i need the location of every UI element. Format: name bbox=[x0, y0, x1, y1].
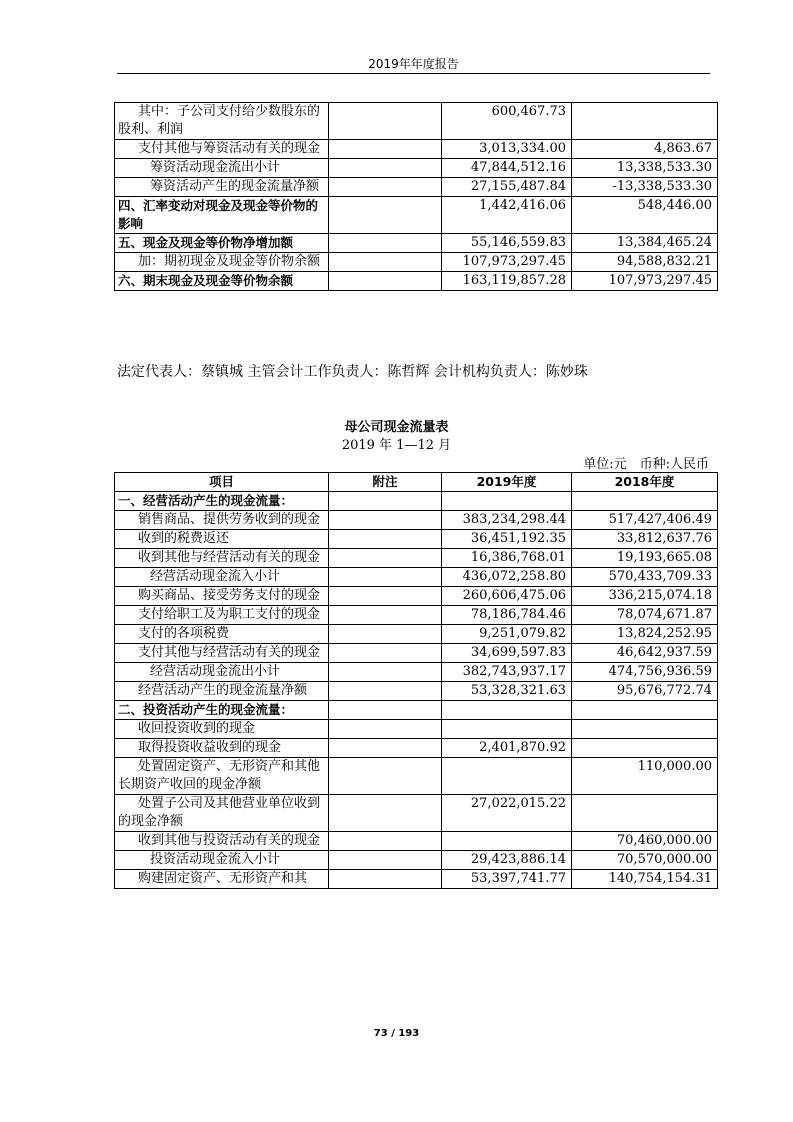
row-value-2018: 94,588,832.21 bbox=[572, 253, 718, 272]
row-value-2019: 53,328,321.63 bbox=[442, 682, 572, 701]
row-label: 五、现金及现金等价物净增加额 bbox=[115, 234, 329, 253]
page-number: 73 / 193 bbox=[373, 1028, 420, 1039]
table-row bbox=[115, 140, 718, 159]
row-value-2018: 140,754,154.31 bbox=[572, 870, 718, 889]
row-note bbox=[329, 103, 442, 140]
row-value-2019: 3,013,334.00 bbox=[442, 140, 572, 159]
row-value-2018: -13,338,533.30 bbox=[572, 178, 718, 197]
table-row bbox=[115, 606, 718, 625]
row-value-2019: 53,397,741.77 bbox=[442, 870, 572, 889]
table-row bbox=[115, 795, 718, 832]
row-note bbox=[329, 140, 442, 159]
row-note bbox=[329, 870, 442, 889]
row-note bbox=[329, 625, 442, 644]
row-value-2019 bbox=[442, 701, 572, 720]
row-label: 收到的税费返还 bbox=[115, 530, 329, 549]
row-note bbox=[329, 606, 442, 625]
row-value-2018 bbox=[572, 720, 718, 739]
row-value-2019 bbox=[442, 492, 572, 511]
row-note bbox=[329, 272, 442, 291]
row-value-2019: 34,699,597.83 bbox=[442, 644, 572, 663]
row-value-2018: 95,676,772.74 bbox=[572, 682, 718, 701]
table-row bbox=[115, 682, 718, 701]
row-value-2019: 163,119,857.28 bbox=[442, 272, 572, 291]
page-header: 2019年年度报告 bbox=[368, 57, 459, 71]
signature-line: 法定代表人：蔡镇城 主管会计工作负责人：陈哲辉 会计机构负责人：陈妙珠 bbox=[117, 364, 588, 380]
table-row bbox=[115, 159, 718, 178]
row-value-2018: 336,215,074.18 bbox=[572, 587, 718, 606]
row-label: 支付其他与筹资活动有关的现金 bbox=[115, 140, 329, 159]
row-label: 收回投资收到的现金 bbox=[115, 720, 329, 739]
row-value-2019: 2,401,870.92 bbox=[442, 739, 572, 758]
table-row bbox=[115, 272, 718, 291]
row-label: 其中：子公司支付给少数股东的股利、利润 bbox=[115, 103, 329, 140]
row-label: 支付给职工及为职工支付的现金 bbox=[115, 606, 329, 625]
row-value-2019: 27,155,487.84 bbox=[442, 178, 572, 197]
table-row bbox=[115, 511, 718, 530]
row-note bbox=[329, 851, 442, 870]
row-label: 支付的各项税费 bbox=[115, 625, 329, 644]
row-note bbox=[329, 832, 442, 851]
row-note bbox=[329, 492, 442, 511]
row-value-2018: 4,863.67 bbox=[572, 140, 718, 159]
table-row bbox=[115, 197, 718, 234]
row-value-2018: 33,812,637.76 bbox=[572, 530, 718, 549]
row-label: 经营活动现金流入小计 bbox=[115, 568, 329, 587]
row-label: 处置子公司及其他营业单位收到的现金净额 bbox=[115, 795, 329, 832]
row-note bbox=[329, 253, 442, 272]
row-note bbox=[329, 159, 442, 178]
row-value-2018: 548,446.00 bbox=[572, 197, 718, 234]
row-value-2019: 36,451,192.35 bbox=[442, 530, 572, 549]
row-note bbox=[329, 234, 442, 253]
row-value-2018: 70,570,000.00 bbox=[572, 851, 718, 870]
row-label: 经营活动现金流出小计 bbox=[115, 663, 329, 682]
row-value-2018: 107,973,297.45 bbox=[572, 272, 718, 291]
row-note bbox=[329, 568, 442, 587]
table-header-row bbox=[115, 473, 718, 492]
row-value-2018: 13,824,252.95 bbox=[572, 625, 718, 644]
row-label: 二、投资活动产生的现金流量： bbox=[115, 701, 329, 720]
row-value-2019: 436,072,258.80 bbox=[442, 568, 572, 587]
col-header-2018: 2018年度 bbox=[572, 473, 718, 492]
row-value-2019: 78,186,784.46 bbox=[442, 606, 572, 625]
row-note bbox=[329, 682, 442, 701]
row-label: 处置固定资产、无形资产和其他长期资产收回的现金净额 bbox=[115, 758, 329, 795]
row-label: 收到其他与投资活动有关的现金 bbox=[115, 832, 329, 851]
table-row bbox=[115, 234, 718, 253]
table-row bbox=[115, 701, 718, 720]
row-label: 一、经营活动产生的现金流量： bbox=[115, 492, 329, 511]
row-label: 筹资活动产生的现金流量净额 bbox=[115, 178, 329, 197]
col-header-item: 项目 bbox=[115, 473, 329, 492]
table-row bbox=[115, 663, 718, 682]
row-value-2018: 13,384,465.24 bbox=[572, 234, 718, 253]
table-row bbox=[115, 530, 718, 549]
row-note bbox=[329, 701, 442, 720]
header-divider bbox=[117, 73, 710, 74]
table-row bbox=[115, 492, 718, 511]
row-note bbox=[329, 663, 442, 682]
row-value-2019: 1,442,416.06 bbox=[442, 197, 572, 234]
row-label: 加：期初现金及现金等价物余额 bbox=[115, 253, 329, 272]
row-value-2018 bbox=[572, 492, 718, 511]
row-value-2018 bbox=[572, 795, 718, 832]
table-row bbox=[115, 644, 718, 663]
row-note bbox=[329, 720, 442, 739]
row-note bbox=[329, 178, 442, 197]
row-label: 销售商品、提供劳务收到的现金 bbox=[115, 511, 329, 530]
statement-period: 2019 年 1—12 月 bbox=[341, 438, 452, 453]
row-value-2019: 47,844,512.16 bbox=[442, 159, 572, 178]
row-value-2018 bbox=[572, 103, 718, 140]
row-value-2019 bbox=[442, 832, 572, 851]
row-value-2019: 27,022,015.22 bbox=[442, 795, 572, 832]
row-value-2018: 517,427,406.49 bbox=[572, 511, 718, 530]
table-row bbox=[115, 549, 718, 568]
row-value-2019: 16,386,768.01 bbox=[442, 549, 572, 568]
row-value-2018: 13,338,533.30 bbox=[572, 159, 718, 178]
table-row bbox=[115, 851, 718, 870]
row-label: 四、汇率变动对现金及现金等价物的影响 bbox=[115, 197, 329, 234]
row-value-2019: 382,743,937.17 bbox=[442, 663, 572, 682]
row-value-2018: 78,074,671.87 bbox=[572, 606, 718, 625]
row-note bbox=[329, 197, 442, 234]
row-note bbox=[329, 530, 442, 549]
row-value-2019: 107,973,297.45 bbox=[442, 253, 572, 272]
col-header-note: 附注 bbox=[329, 473, 442, 492]
table-row bbox=[115, 587, 718, 606]
row-value-2018: 46,642,937.59 bbox=[572, 644, 718, 663]
row-value-2019: 9,251,079.82 bbox=[442, 625, 572, 644]
row-value-2018: 19,193,665.08 bbox=[572, 549, 718, 568]
table-row bbox=[115, 832, 718, 851]
row-note bbox=[329, 587, 442, 606]
financing-continuation-table bbox=[114, 102, 718, 291]
table-row bbox=[115, 758, 718, 795]
row-label: 购建固定资产、无形资产和其 bbox=[115, 870, 329, 889]
row-label: 投资活动现金流入小计 bbox=[115, 851, 329, 870]
table-row bbox=[115, 103, 718, 140]
row-label: 筹资活动现金流出小计 bbox=[115, 159, 329, 178]
row-value-2019 bbox=[442, 758, 572, 795]
row-value-2018 bbox=[572, 739, 718, 758]
row-value-2019 bbox=[442, 720, 572, 739]
row-note bbox=[329, 739, 442, 758]
col-header-2019: 2019年度 bbox=[442, 473, 572, 492]
row-value-2018: 570,433,709.33 bbox=[572, 568, 718, 587]
currency-unit: 单位:元 币种:人民币 bbox=[583, 457, 709, 472]
row-note bbox=[329, 795, 442, 832]
row-note bbox=[329, 549, 442, 568]
row-value-2018: 474,756,936.59 bbox=[572, 663, 718, 682]
table-row bbox=[115, 739, 718, 758]
row-label: 六、期末现金及现金等价物余额 bbox=[115, 272, 329, 291]
row-value-2018: 110,000.00 bbox=[572, 758, 718, 795]
row-value-2018: 70,460,000.00 bbox=[572, 832, 718, 851]
row-note bbox=[329, 511, 442, 530]
row-value-2019: 55,146,559.83 bbox=[442, 234, 572, 253]
table-row bbox=[115, 625, 718, 644]
table-row bbox=[115, 253, 718, 272]
statement-title: 母公司现金流量表 bbox=[344, 420, 449, 435]
row-note bbox=[329, 644, 442, 663]
row-label: 收到其他与经营活动有关的现金 bbox=[115, 549, 329, 568]
row-value-2019: 600,467.73 bbox=[442, 103, 572, 140]
row-value-2019: 260,606,475.06 bbox=[442, 587, 572, 606]
row-label: 经营活动产生的现金流量净额 bbox=[115, 682, 329, 701]
table-row bbox=[115, 870, 718, 889]
parent-cash-flow-table bbox=[114, 472, 718, 889]
row-value-2019: 383,234,298.44 bbox=[442, 511, 572, 530]
row-note bbox=[329, 758, 442, 795]
row-label: 取得投资收益收到的现金 bbox=[115, 739, 329, 758]
table-row bbox=[115, 178, 718, 197]
row-label: 购买商品、接受劳务支付的现金 bbox=[115, 587, 329, 606]
row-value-2018 bbox=[572, 701, 718, 720]
row-value-2019: 29,423,886.14 bbox=[442, 851, 572, 870]
table-row bbox=[115, 720, 718, 739]
row-label: 支付其他与经营活动有关的现金 bbox=[115, 644, 329, 663]
table-row bbox=[115, 568, 718, 587]
